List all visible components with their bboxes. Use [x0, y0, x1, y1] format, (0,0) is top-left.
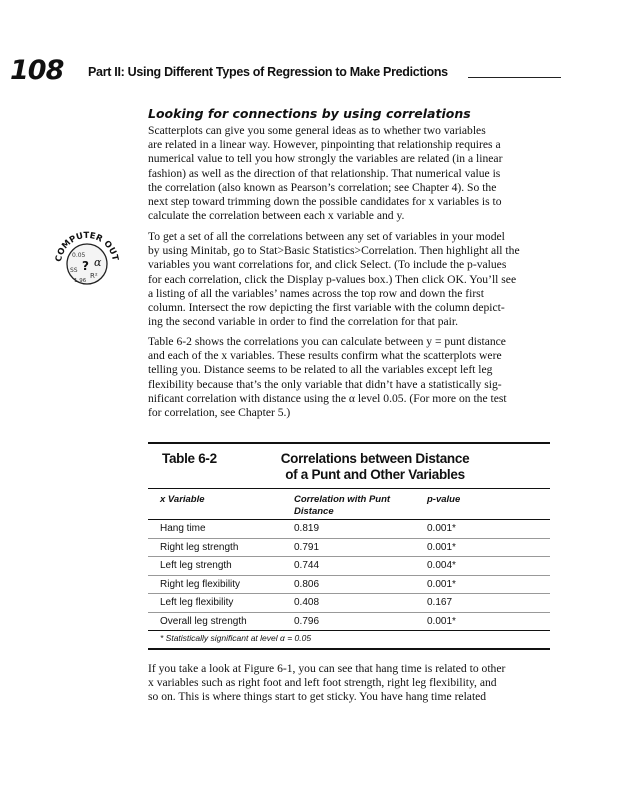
icon-glyph: α	[94, 256, 102, 269]
text-line: If you take a look at Figure 6-1, you can see that hang time is related to other	[148, 662, 506, 675]
paragraph-3	[148, 335, 548, 420]
table-row	[148, 538, 550, 557]
text-line: and each of the x variables. These results confirm what the scatterplots were	[148, 349, 502, 363]
text-line: telling you. Distance seems to be related to all the variables except left leg	[148, 363, 493, 377]
text-line: for correlation, see Chapter 5.)	[148, 406, 291, 420]
text-line: To get a set of all the correlations between any set of variables in your model	[148, 230, 505, 243]
table-row	[148, 575, 550, 594]
cell-correlation: 0.796	[294, 615, 320, 627]
cell-correlation: 0.744	[294, 560, 320, 571]
column-header-x-variable: x Variable	[160, 494, 205, 505]
text-line: column. Intersect the row depicting the first variable with the column depict-	[148, 301, 505, 315]
text-line: flexibility because that’s the only variable that didn’t have a statistically sig-	[148, 377, 502, 391]
text-line: so on. This is where things start to get sticky. You have hang time related	[148, 690, 487, 704]
part-title: Part II: Using Different Types of Regression to Make Predictions	[88, 65, 448, 79]
paragraph-2	[148, 230, 548, 329]
section-heading: Looking for connections by using correlations	[148, 106, 471, 121]
computer-output-icon	[52, 226, 122, 296]
cell-variable: Right leg strength	[160, 541, 239, 553]
table-row	[148, 593, 550, 612]
text-line: by using Minitab, go to Stat>Basic Statistics>Correlation. Then highlight all the	[148, 244, 520, 258]
text-line: a listing of all the variables’ names across the top row and down the first	[148, 286, 484, 300]
icon-ring-text: COMPUTER OUT	[54, 230, 120, 263]
table-row	[148, 556, 550, 575]
icon-glyph: 0.05	[72, 252, 86, 259]
text-line: ing the second variable in order to find the correlation for that pair.	[148, 315, 459, 329]
table-column-headers	[148, 489, 550, 519]
column-header-p-value: p-value	[427, 494, 461, 505]
icon-glyph: R²	[90, 272, 98, 280]
cell-p-value: 0.004*	[427, 560, 456, 571]
svg-text:?: ?	[82, 259, 89, 273]
table-caption-line: Correlations between Distance	[280, 451, 470, 466]
cell-p-value: 0.001*	[427, 615, 456, 627]
text-line: calculate the correlation between each x variable and y.	[148, 209, 405, 223]
cell-p-value: 0.167	[427, 597, 453, 608]
cell-p-value: 0.001*	[427, 523, 456, 534]
text-line: x variables such as right foot and left foot strength, right leg flexibility, and	[148, 676, 497, 690]
text-line: are related in a linear way. However, pinpointing that relationship requires a	[148, 138, 501, 152]
header-rule	[468, 77, 561, 78]
paragraph-1	[148, 124, 548, 223]
table-bottom-rule	[148, 648, 550, 650]
text-line: fashion) as well as the direction of that relationship. That numerical value is	[148, 166, 501, 180]
table-6-2	[148, 442, 550, 650]
cell-variable: Overall leg strength	[160, 615, 247, 627]
text-line: Scatterplots can give you some general ideas as to whether two variables	[148, 124, 486, 137]
column-header-correlation	[294, 494, 390, 518]
cell-p-value: 0.001*	[427, 541, 456, 553]
icon-glyph: SS	[70, 267, 78, 274]
cell-p-value: 0.001*	[427, 578, 456, 590]
paragraph-4	[148, 662, 548, 705]
cell-variable: Left leg flexibility	[160, 597, 234, 608]
cell-correlation: 0.806	[294, 578, 320, 590]
computer-output-icon-graphic	[52, 226, 122, 296]
table-footnote: * Statistically significant at level α = 0.05	[148, 630, 550, 648]
text-line: next step toward trimming down the possible candidates for x variables is to	[148, 195, 502, 209]
table-caption	[270, 451, 480, 483]
page-number: 108	[10, 55, 64, 86]
table-row	[148, 519, 550, 538]
text-line: variables you want correlations for, and click Select. (To include the p-values	[148, 258, 507, 272]
text-line: the correlation (also known as Pearson’s correlation; see Chapter 4). So the	[148, 180, 497, 194]
cell-variable: Left leg strength	[160, 560, 232, 571]
cell-correlation: 0.791	[294, 541, 320, 553]
column-header-line: Distance	[294, 506, 334, 517]
page-header	[10, 56, 555, 86]
cell-variable: Hang time	[160, 523, 206, 534]
table-row	[148, 612, 550, 631]
table-label: Table 6-2	[162, 451, 217, 466]
text-line: for each correlation, click the Display p-values box.) Then click OK. You’ll see	[148, 272, 517, 286]
table-caption-line: of a Punt and Other Variables	[285, 467, 465, 482]
text-line: nificant correlation with distance using the α level 0.05. (For more on the test	[148, 391, 507, 405]
text-line: numerical value to tell you how strongly the variables are related (in a linear	[148, 152, 503, 166]
text-line: Table 6-2 shows the correlations you can calculate between y = punt distance	[148, 335, 506, 348]
cell-correlation: 0.819	[294, 523, 320, 534]
column-header-line: Correlation with Punt	[294, 494, 391, 505]
cell-correlation: 0.408	[294, 597, 320, 608]
icon-glyph: 1.96	[74, 278, 87, 284]
table-title	[148, 444, 550, 488]
cell-variable: Right leg flexibility	[160, 578, 241, 590]
